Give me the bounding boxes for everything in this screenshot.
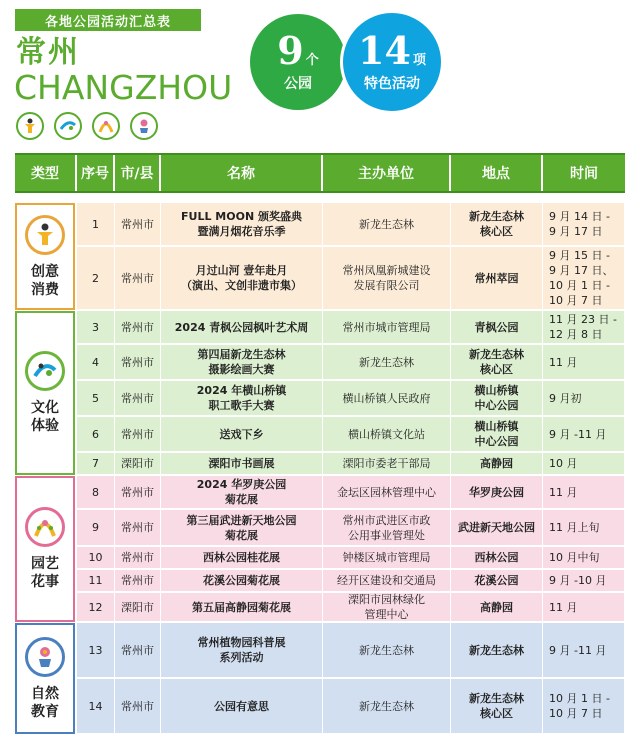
row-index: 4 — [77, 345, 115, 380]
row-time: 10 月 1 日 - 10 月 7 日 — [543, 679, 625, 734]
row-index: 6 — [77, 417, 115, 452]
row-activity-name: 第五届高静园菊花展 — [161, 593, 323, 622]
row-city: 常州市 — [115, 203, 161, 246]
row-index: 1 — [77, 203, 115, 246]
table-row — [77, 476, 625, 509]
table-title-banner: 各地公园活动汇总表 — [15, 9, 201, 31]
row-index: 7 — [77, 453, 115, 475]
row-organizer: 新龙生态林 — [323, 203, 451, 246]
city-name-chinese: 常州 — [16, 35, 80, 70]
row-index: 2 — [77, 247, 115, 310]
parks-count-number: 9 — [277, 28, 304, 73]
row-city: 溧阳市 — [115, 593, 161, 622]
parks-count-unit: 个 — [305, 53, 319, 68]
row-city: 常州市 — [115, 381, 161, 416]
row-time: 11 月 — [543, 476, 625, 509]
row-index: 3 — [77, 311, 115, 344]
row-index: 14 — [77, 679, 115, 734]
row-time: 9 月 -11 月 — [543, 623, 625, 678]
row-city: 常州市 — [115, 623, 161, 678]
column-header-time: 时间 — [570, 166, 598, 182]
table-row — [77, 345, 625, 380]
row-activity-name: 第四届新龙生态林 摄影绘画大赛 — [161, 345, 323, 380]
row-city: 常州市 — [115, 547, 161, 569]
row-time: 9 月初 — [543, 381, 625, 416]
column-header-location: 地点 — [451, 155, 543, 191]
row-time: 9 月 -11 月 — [543, 417, 625, 452]
row-time: 10 月 — [543, 453, 625, 475]
table-row — [77, 593, 625, 622]
row-city: 常州市 — [115, 476, 161, 509]
flower-pot-icon — [25, 637, 65, 677]
row-location: 高静园 — [451, 453, 543, 475]
person-icon — [16, 112, 44, 140]
table-row — [77, 311, 625, 344]
row-organizer: 新龙生态林 — [323, 623, 451, 678]
parks-count-label: 公园 — [284, 76, 312, 92]
activities-count-badge — [340, 10, 444, 114]
row-city: 常州市 — [115, 311, 161, 344]
row-time: 9 月 14 日 - 9 月 17 日 — [543, 203, 625, 246]
table-row — [77, 623, 625, 678]
table-row — [77, 570, 625, 592]
row-activity-name: 公园有意思 — [161, 679, 323, 734]
activities-count-number: 14 — [358, 28, 411, 73]
row-activity-name: 2024 华罗庚公园 菊花展 — [161, 476, 323, 509]
table-row — [77, 417, 625, 452]
column-header-organizer: 主办单位 — [323, 155, 451, 191]
category-name: 创意消费 — [31, 263, 59, 298]
person-icon — [25, 215, 65, 255]
flower-arch-icon — [25, 507, 65, 547]
row-organizer: 横山桥镇人民政府 — [323, 381, 451, 416]
row-organizer: 横山桥镇文化站 — [323, 417, 451, 452]
row-activity-name: 月过山河 壹年赴月 （演出、文创非遗市集） — [161, 247, 323, 310]
performer-icon — [54, 112, 82, 140]
row-location: 横山桥镇 中心公园 — [451, 417, 543, 452]
row-location: 常州萃园 — [451, 247, 543, 310]
row-organizer: 溧阳市委老干部局 — [323, 453, 451, 475]
row-location: 青枫公园 — [451, 311, 543, 344]
row-organizer: 经开区建设和交通局 — [323, 570, 451, 592]
row-city: 溧阳市 — [115, 453, 161, 475]
row-activity-name: 常州植物园科普展 系列活动 — [161, 623, 323, 678]
row-city: 常州市 — [115, 417, 161, 452]
activities-count-label: 特色活动 — [364, 76, 420, 92]
parks-count-badge — [250, 14, 346, 110]
row-location: 横山桥镇 中心公园 — [451, 381, 543, 416]
row-city: 常州市 — [115, 247, 161, 310]
row-location: 花溪公园 — [451, 570, 543, 592]
row-time: 11 月 — [543, 345, 625, 380]
row-location: 华罗庚公园 — [451, 476, 543, 509]
row-time: 9 月 -10 月 — [543, 570, 625, 592]
table-row — [77, 381, 625, 416]
table-row — [77, 203, 625, 246]
category-creative-consumption — [15, 203, 75, 310]
table-row — [77, 510, 625, 546]
table-row — [77, 247, 625, 310]
category-cultural-experience — [15, 311, 75, 475]
row-organizer: 常州凤凰新城建设 发展有限公司 — [323, 247, 451, 310]
row-location: 新龙生态林 核心区 — [451, 345, 543, 380]
row-index: 9 — [77, 510, 115, 546]
row-organizer: 常州市城市管理局 — [323, 311, 451, 344]
row-activity-name: 第三届武进新天地公园 菊花展 — [161, 510, 323, 546]
row-organizer: 新龙生态林 — [323, 679, 451, 734]
row-organizer: 常州市武进区市政 公用事业管理处 — [323, 510, 451, 546]
row-organizer: 钟楼区城市管理局 — [323, 547, 451, 569]
row-organizer: 金坛区园林管理中心 — [323, 476, 451, 509]
column-header-city: 市/县 — [115, 155, 161, 191]
row-activity-name: 2024 年横山桥镇 职工歌手大赛 — [161, 381, 323, 416]
city-name-english: CHANGZHOU — [14, 68, 233, 107]
row-activity-name: 送戏下乡 — [161, 417, 323, 452]
row-time: 9 月 15 日 - 9 月 17 日、 10 月 1 日 - 10 月 7 日 — [543, 247, 625, 310]
row-index: 8 — [77, 476, 115, 509]
row-city: 常州市 — [115, 679, 161, 734]
row-location: 西林公园 — [451, 547, 543, 569]
row-time: 11 月 — [543, 593, 625, 622]
table-row — [77, 453, 625, 475]
row-index: 10 — [77, 547, 115, 569]
row-city: 常州市 — [115, 345, 161, 380]
flower-arch-icon — [92, 112, 120, 140]
row-activity-name: 花溪公园菊花展 — [161, 570, 323, 592]
flower-pot-icon — [130, 112, 158, 140]
category-icon-row — [16, 112, 158, 140]
row-time: 11 月 23 日 - 12 月 8 日 — [543, 311, 625, 344]
row-location: 新龙生态林 核心区 — [451, 679, 543, 734]
row-index: 13 — [77, 623, 115, 678]
row-city: 常州市 — [115, 570, 161, 592]
table-header — [15, 153, 625, 193]
row-time: 10 月中旬 — [543, 547, 625, 569]
category-horticulture — [15, 476, 75, 622]
row-index: 5 — [77, 381, 115, 416]
performer-icon — [25, 351, 65, 391]
category-name: 文化体验 — [31, 400, 59, 434]
row-organizer: 溧阳市园林绿化 管理中心 — [323, 593, 451, 622]
row-activity-name: 2024 青枫公园枫叶艺术周 — [161, 311, 323, 344]
column-header-index: 序号 — [77, 155, 115, 191]
table-row — [77, 679, 625, 734]
row-index: 11 — [77, 570, 115, 592]
category-name: 园艺花事 — [31, 556, 59, 590]
row-location: 新龙生态林 核心区 — [451, 203, 543, 246]
table-row — [77, 547, 625, 569]
category-nature-education — [15, 623, 75, 734]
row-activity-name: 溧阳市书画展 — [161, 453, 323, 475]
row-location: 高静园 — [451, 593, 543, 622]
row-location: 新龙生态林 — [451, 623, 543, 678]
column-header-name: 名称 — [161, 155, 323, 191]
row-organizer: 新龙生态林 — [323, 345, 451, 380]
row-time: 11 月上旬 — [543, 510, 625, 546]
row-city: 常州市 — [115, 510, 161, 546]
row-index: 12 — [77, 593, 115, 622]
row-location: 武进新天地公园 — [451, 510, 543, 546]
row-activity-name: FULL MOON 颁奖盛典 暨满月烟花音乐季 — [161, 203, 323, 246]
category-name: 自然教育 — [31, 685, 59, 720]
activities-count-unit: 项 — [412, 53, 426, 68]
row-activity-name: 西林公园桂花展 — [161, 547, 323, 569]
column-header-type: 类型 — [15, 155, 77, 191]
